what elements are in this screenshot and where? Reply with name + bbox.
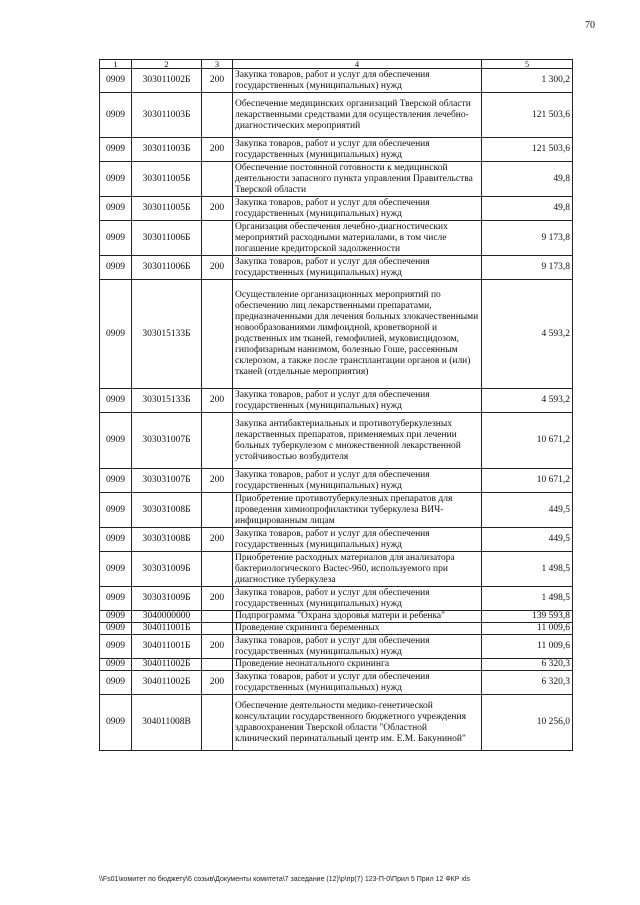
section-code: 0909 bbox=[100, 611, 132, 623]
amount: 9 173,8 bbox=[482, 256, 573, 280]
table-row bbox=[100, 69, 573, 93]
item-description: Проведение неонатального скрининга bbox=[233, 659, 482, 671]
table-header-row bbox=[100, 60, 573, 69]
target-article-code: 303031008Б bbox=[132, 528, 202, 552]
item-description: Проведение скрининга беременных bbox=[233, 623, 482, 635]
amount: 1 498,5 bbox=[482, 587, 573, 611]
section-code: 0909 bbox=[100, 493, 132, 528]
column-number: 1 bbox=[100, 60, 132, 69]
target-article-code: 303031007Б bbox=[132, 469, 202, 493]
item-description: Закупка товаров, работ и услуг для обеспечения государственных (муниципальных) нужд bbox=[233, 469, 482, 493]
section-code: 0909 bbox=[100, 162, 132, 197]
section-code: 0909 bbox=[100, 671, 132, 695]
amount: 121 503,6 bbox=[482, 93, 573, 138]
table-row bbox=[100, 413, 573, 469]
amount: 449,5 bbox=[482, 493, 573, 528]
table-row bbox=[100, 528, 573, 552]
amount: 10 671,2 bbox=[482, 469, 573, 493]
amount: 1 498,5 bbox=[482, 552, 573, 587]
expense-type-code: 200 bbox=[202, 256, 233, 280]
item-description: Закупка антибактериальных и противотуберкулезных лекарственных препаратов, применяемых при лечении больных туберкулезом с множественной лекарственной устойчивостью возбудителя bbox=[233, 413, 482, 469]
target-article-code: 303031008Б bbox=[132, 493, 202, 528]
expense-type-code: 200 bbox=[202, 197, 233, 221]
amount: 4 593,2 bbox=[482, 280, 573, 389]
target-article-code: 3040000000 bbox=[132, 611, 202, 623]
expense-type-code: 200 bbox=[202, 528, 233, 552]
expense-type-code bbox=[202, 493, 233, 528]
expense-type-code bbox=[202, 623, 233, 635]
target-article-code: 303031009Б bbox=[132, 552, 202, 587]
expense-type-code bbox=[202, 162, 233, 197]
table-row bbox=[100, 93, 573, 138]
target-article-code: 303011002Б bbox=[132, 69, 202, 93]
item-description: Закупка товаров, работ и услуг для обеспечения государственных (муниципальных) нужд bbox=[233, 138, 482, 162]
table-row bbox=[100, 623, 573, 635]
item-description: Закупка товаров, работ и услуг для обеспечения государственных (муниципальных) нужд bbox=[233, 197, 482, 221]
section-code: 0909 bbox=[100, 389, 132, 413]
section-code: 0909 bbox=[100, 469, 132, 493]
amount: 10 671,2 bbox=[482, 413, 573, 469]
section-code: 0909 bbox=[100, 587, 132, 611]
item-description: Организация обеспечения лечебно-диагностических мероприятий расходными материалами, в том числе погашение кредиторской задолженности bbox=[233, 221, 482, 256]
expense-type-code: 200 bbox=[202, 469, 233, 493]
item-description: Закупка товаров, работ и услуг для обеспечения государственных (муниципальных) нужд bbox=[233, 587, 482, 611]
item-description: Обеспечение деятельности медико-генетической консультации государственного бюджетного учреждения здравоохранения Тверской области "Областной клинический перинатальный центр им. Е.М. Бакуниной" bbox=[233, 695, 482, 751]
table-row bbox=[100, 197, 573, 221]
amount: 49,8 bbox=[482, 162, 573, 197]
table-row bbox=[100, 659, 573, 671]
expense-type-code bbox=[202, 280, 233, 389]
expense-type-code: 200 bbox=[202, 69, 233, 93]
target-article-code: 303011003Б bbox=[132, 93, 202, 138]
amount: 11 009,6 bbox=[482, 623, 573, 635]
item-description: Закупка товаров, работ и услуг для обеспечения государственных (муниципальных) нужд bbox=[233, 671, 482, 695]
expense-type-code: 200 bbox=[202, 587, 233, 611]
table-row bbox=[100, 552, 573, 587]
expense-type-code: 200 bbox=[202, 138, 233, 162]
item-description: Обеспечение постоянной готовности к медицинской деятельности запасного пункта управления Правительства Тверской области bbox=[233, 162, 482, 197]
item-description: Приобретение расходных материалов для анализатора бактериологического Bactec-960, используемого при диагностике туберкулеза bbox=[233, 552, 482, 587]
column-number: 4 bbox=[233, 60, 482, 69]
target-article-code: 303011006Б bbox=[132, 256, 202, 280]
table-row bbox=[100, 671, 573, 695]
expense-type-code bbox=[202, 552, 233, 587]
table-row bbox=[100, 695, 573, 751]
amount: 10 256,0 bbox=[482, 695, 573, 751]
page-number: 70 bbox=[585, 20, 595, 31]
section-code: 0909 bbox=[100, 93, 132, 138]
table-row bbox=[100, 635, 573, 659]
expense-type-code: 200 bbox=[202, 671, 233, 695]
target-article-code: 304011002Б bbox=[132, 671, 202, 695]
target-article-code: 304011001Б bbox=[132, 635, 202, 659]
amount: 1 300,2 bbox=[482, 69, 573, 93]
table-row bbox=[100, 469, 573, 493]
section-code: 0909 bbox=[100, 221, 132, 256]
expense-type-code bbox=[202, 611, 233, 623]
expense-type-code bbox=[202, 93, 233, 138]
expense-type-code bbox=[202, 695, 233, 751]
amount: 6 320,3 bbox=[482, 659, 573, 671]
item-description: Приобретение противотуберкулезных препаратов для проведения химиопрофилактики туберкулеза ВИЧ-инфицированным лицам bbox=[233, 493, 482, 528]
table-row bbox=[100, 280, 573, 389]
amount: 49,8 bbox=[482, 197, 573, 221]
expense-type-code bbox=[202, 659, 233, 671]
section-code: 0909 bbox=[100, 528, 132, 552]
section-code: 0909 bbox=[100, 635, 132, 659]
table-row bbox=[100, 587, 573, 611]
item-description: Закупка товаров, работ и услуг для обеспечения государственных (муниципальных) нужд bbox=[233, 635, 482, 659]
item-description: Осуществление организационных мероприятий по обеспечению лиц лекарственными препаратами, предназначенными для лечения больных злокачественными новообразованиями лимфоидной, кроветворной и родственных им тканей, гемофилией, муковисцидозом, гипофизарным нанизмом, болезнью Гоше, рассеянным склерозом, а также после трансплантации органов и (или) тканей (отдельные мероприятия) bbox=[233, 280, 482, 389]
table-row bbox=[100, 221, 573, 256]
section-code: 0909 bbox=[100, 413, 132, 469]
amount: 11 009,6 bbox=[482, 635, 573, 659]
target-article-code: 303011006Б bbox=[132, 221, 202, 256]
item-description: Закупка товаров, работ и услуг для обеспечения государственных (муниципальных) нужд bbox=[233, 528, 482, 552]
section-code: 0909 bbox=[100, 138, 132, 162]
target-article-code: 303015133Б bbox=[132, 389, 202, 413]
target-article-code: 303031009Б bbox=[132, 587, 202, 611]
table-row bbox=[100, 389, 573, 413]
expense-type-code: 200 bbox=[202, 635, 233, 659]
item-description: Закупка товаров, работ и услуг для обеспечения государственных (муниципальных) нужд bbox=[233, 69, 482, 93]
item-description: Закупка товаров, работ и услуг для обеспечения государственных (муниципальных) нужд bbox=[233, 389, 482, 413]
section-code: 0909 bbox=[100, 552, 132, 587]
column-number: 5 bbox=[482, 60, 573, 69]
target-article-code: 303011003Б bbox=[132, 138, 202, 162]
column-number: 2 bbox=[132, 60, 202, 69]
amount: 9 173,8 bbox=[482, 221, 573, 256]
table-row bbox=[100, 256, 573, 280]
target-article-code: 303011005Б bbox=[132, 197, 202, 221]
item-description: Подпрограмма "Охрана здоровья матери и ребенка" bbox=[233, 611, 482, 623]
target-article-code: 303011005Б bbox=[132, 162, 202, 197]
table-row bbox=[100, 162, 573, 197]
target-article-code: 304011001Б bbox=[132, 623, 202, 635]
target-article-code: 303015133Б bbox=[132, 280, 202, 389]
expense-type-code bbox=[202, 413, 233, 469]
target-article-code: 304011002Б bbox=[132, 659, 202, 671]
amount: 6 320,3 bbox=[482, 671, 573, 695]
section-code: 0909 bbox=[100, 197, 132, 221]
section-code: 0909 bbox=[100, 623, 132, 635]
expense-type-code: 200 bbox=[202, 389, 233, 413]
amount: 139 593,8 bbox=[482, 611, 573, 623]
amount: 121 503,6 bbox=[482, 138, 573, 162]
section-code: 0909 bbox=[100, 280, 132, 389]
budget-table bbox=[99, 59, 573, 751]
amount: 449,5 bbox=[482, 528, 573, 552]
column-number: 3 bbox=[202, 60, 233, 69]
target-article-code: 303031007Б bbox=[132, 413, 202, 469]
file-path-footer: \\Fs01\комитет по бюджету\6 созыв\Документы комитета\7 заседание (12)\р\пр(7) 123-П-0\Прил 5 Прил 12 ФКР xls bbox=[99, 876, 470, 883]
table-row bbox=[100, 493, 573, 528]
section-code: 0909 bbox=[100, 69, 132, 93]
amount: 4 593,2 bbox=[482, 389, 573, 413]
target-article-code: 304011008В bbox=[132, 695, 202, 751]
item-description: Обеспечение медицинских организаций Тверской области лекарственными средствами для осуществления лечебно-диагностических мероприятий bbox=[233, 93, 482, 138]
table-row bbox=[100, 138, 573, 162]
section-code: 0909 bbox=[100, 256, 132, 280]
section-code: 0909 bbox=[100, 659, 132, 671]
table-row bbox=[100, 611, 573, 623]
section-code: 0909 bbox=[100, 695, 132, 751]
item-description: Закупка товаров, работ и услуг для обеспечения государственных (муниципальных) нужд bbox=[233, 256, 482, 280]
expense-type-code bbox=[202, 221, 233, 256]
